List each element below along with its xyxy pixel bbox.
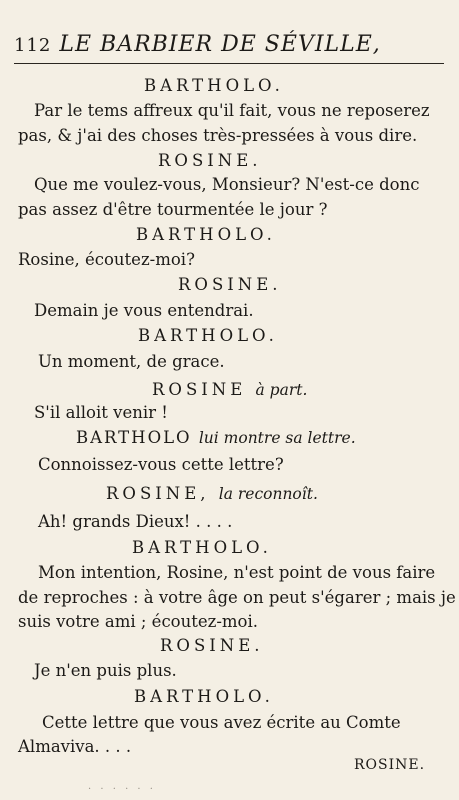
dialogue-line: Un moment, de grace. [38,352,225,371]
running-header [14,32,444,62]
dialogue-line: Almaviva. . . . [18,737,132,756]
speaker-label: ROSINE. [160,636,264,655]
speaker-label: BARTHOLO. [138,326,278,345]
speaker-label: ROSINE. [178,275,282,294]
speaker-label: BARTHOLO. [134,687,274,706]
dialogue-line: Je n'en puis plus. [34,661,177,680]
dialogue-line: de reproches : à votre âge on peut s'égarer ; mais je [18,588,456,607]
stage-direction: la reconnoît. [218,485,318,503]
dialogue-line: pas, & j'ai des choses très-pressées à vous dire. [18,126,418,145]
header-rule [14,63,444,64]
speaker-label: ROSINE. [158,151,262,170]
dialogue-line: Cette lettre que vous avez écrite au Comte [42,713,401,732]
speaker-name [138,326,278,346]
speaker-label: BARTHOLO. [132,538,272,557]
speaker-name [160,636,264,656]
stage-direction: à part. [255,381,308,399]
bleed-through-marks: · · · · · · [88,784,156,795]
dialogue-line: Rosine, écoutez-moi? [18,250,195,269]
dialogue-line: S'il alloit venir ! [34,403,168,422]
speaker-label: BARTHOLO [76,428,192,447]
speaker-name [106,484,318,504]
speaker-label: BARTHOLO. [136,225,276,244]
speaker-name [178,275,282,295]
stage-direction: lui montre sa lettre. [198,429,356,447]
dialogue-line: pas assez d'être tourmentée le jour ? [18,200,328,219]
speaker-name [144,76,284,96]
dialogue-line: Que me voulez-vous, Monsieur? N'est-ce donc [34,175,420,194]
speaker-name [134,687,274,707]
page-number: 112 [14,35,52,56]
speaker-label: ROSINE, [106,484,210,503]
speaker-label: BARTHOLO. [144,76,284,95]
dialogue-line: Ah! grands Dieux! . . . . [38,512,233,531]
dialogue-line: Par le tems affreux qu'il fait, vous ne reposerez [34,101,430,120]
dialogue-line: Demain je vous entendrai. [34,301,254,320]
speaker-name [152,380,307,400]
dialogue-line: Connoissez-vous cette lettre? [38,455,284,474]
speaker-name [76,428,356,448]
speaker-name [136,225,276,245]
speaker-name [132,538,272,558]
speaker-name [158,151,262,171]
catchword: ROSINE. [354,757,426,773]
dialogue-line: Mon intention, Rosine, n'est point de vous faire [38,563,436,582]
running-title: LE BARBIER DE SÉVILLE, [59,32,381,57]
dialogue-line: suis votre ami ; écoutez-moi. [18,612,259,631]
speaker-label: ROSINE [152,380,247,399]
